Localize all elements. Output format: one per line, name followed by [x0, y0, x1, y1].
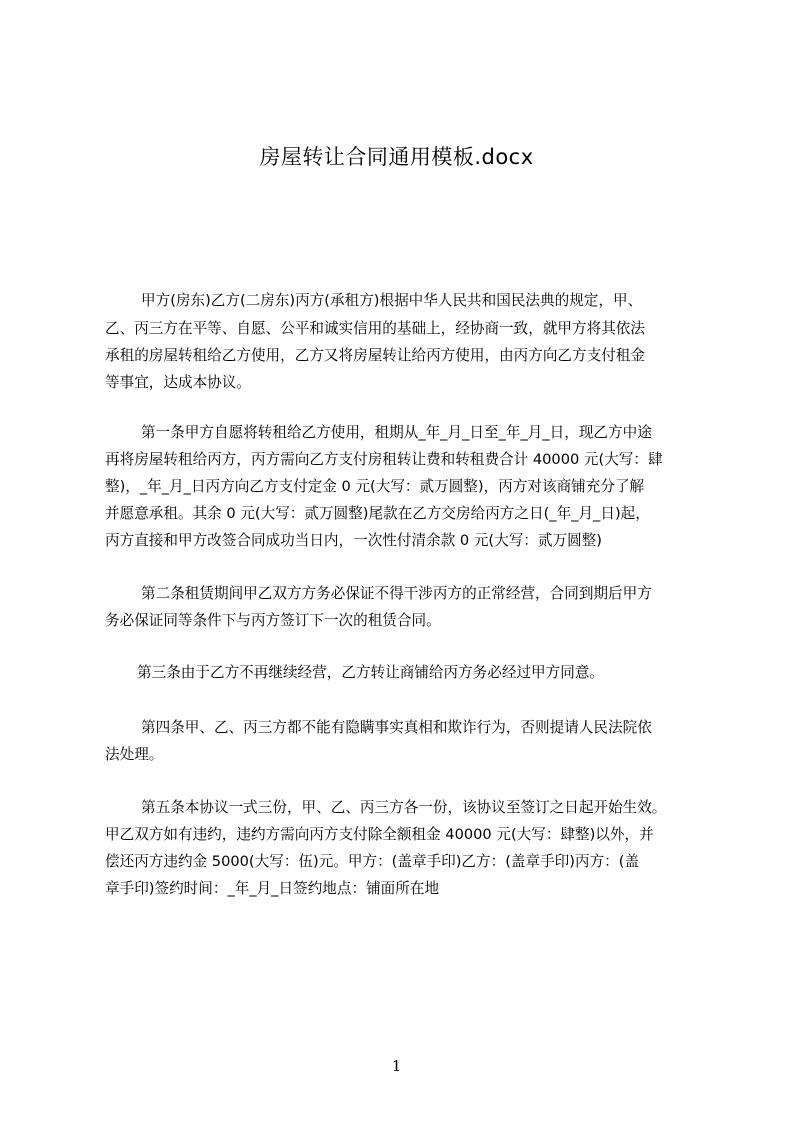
preamble-line-2: 乙、丙三方在平等、自愿、公平和诚实信用的基础上，经协商一致，就甲方将其依法: [105, 320, 645, 337]
article-2-line-1: 第二条租赁期间甲乙双方方务必保证不得干涉丙方的正常经营，合同到期后甲方: [141, 585, 652, 602]
article-5-line-4: 章手印)签约时间：_年_月_日签约地点：铺面所在地: [105, 880, 440, 897]
document-title: 房屋转让合同通用模板.docx: [259, 145, 534, 169]
article-1-line-1: 第一条甲方自愿将转租给乙方使用，租期从_年_月_日至_年_月_日，现乙方中途: [141, 424, 652, 441]
article-5-line-3: 偿还丙方违约金 5000(大写：伍)元。甲方：(盖章手印)乙方：(盖章手印)丙方：(盖: [105, 853, 640, 870]
article-1-line-4: 并愿意承租。其余 0 元(大写：贰万圆整)尾款在乙方交房给丙方之日(_年_月_日)起，: [105, 505, 650, 522]
page-number: 1: [391, 1057, 402, 1075]
article-4-line-1: 第四条甲、乙、丙三方都不能有隐瞒事实真相和欺诈行为，否则提请人民法院依: [141, 719, 652, 736]
article-1-line-5: 丙方直接和甲方改签合同成功当日内，一次性付清余款 0 元(大写：贰万圆整): [105, 532, 602, 549]
article-3-line-1: 第三条由于乙方不再继续经营，乙方转让商铺给丙方务必经过甲方同意。: [137, 664, 605, 681]
article-5-line-2: 甲乙双方如有违约，违约方需向丙方支付除全额租金 40000 元(大写：肆整)以外，并: [105, 826, 654, 843]
preamble-line-4: 等事宜，达成本协议。: [105, 374, 251, 391]
preamble-line-1: 甲方(房东)乙方(二房东)丙方(承租方)根据中华人民共和国民法典的规定，甲、: [141, 292, 643, 309]
article-4-line-2: 法处理。: [105, 746, 164, 763]
article-5-line-1: 第五条本协议一式三份，甲、乙、丙三方各一份，该协议至签订之日起开始生效。: [141, 799, 667, 816]
article-1-line-3: 整)，_年_月_日丙方向乙方支付定金 0 元(大写：贰万圆整)，丙方对该商铺充分了解: [105, 478, 645, 495]
article-2-line-2: 务必保证同等条件下与丙方签订下一次的租赁合同。: [105, 612, 441, 629]
preamble-line-3: 承租的房屋转租给乙方使用，乙方又将房屋转让给丙方使用，由丙方向乙方支付租金: [105, 347, 645, 364]
article-1-line-2: 再将房屋转租给丙方，丙方需向乙方支付房租转让费和转租费合计 40000 元(大写：肆: [105, 451, 663, 468]
